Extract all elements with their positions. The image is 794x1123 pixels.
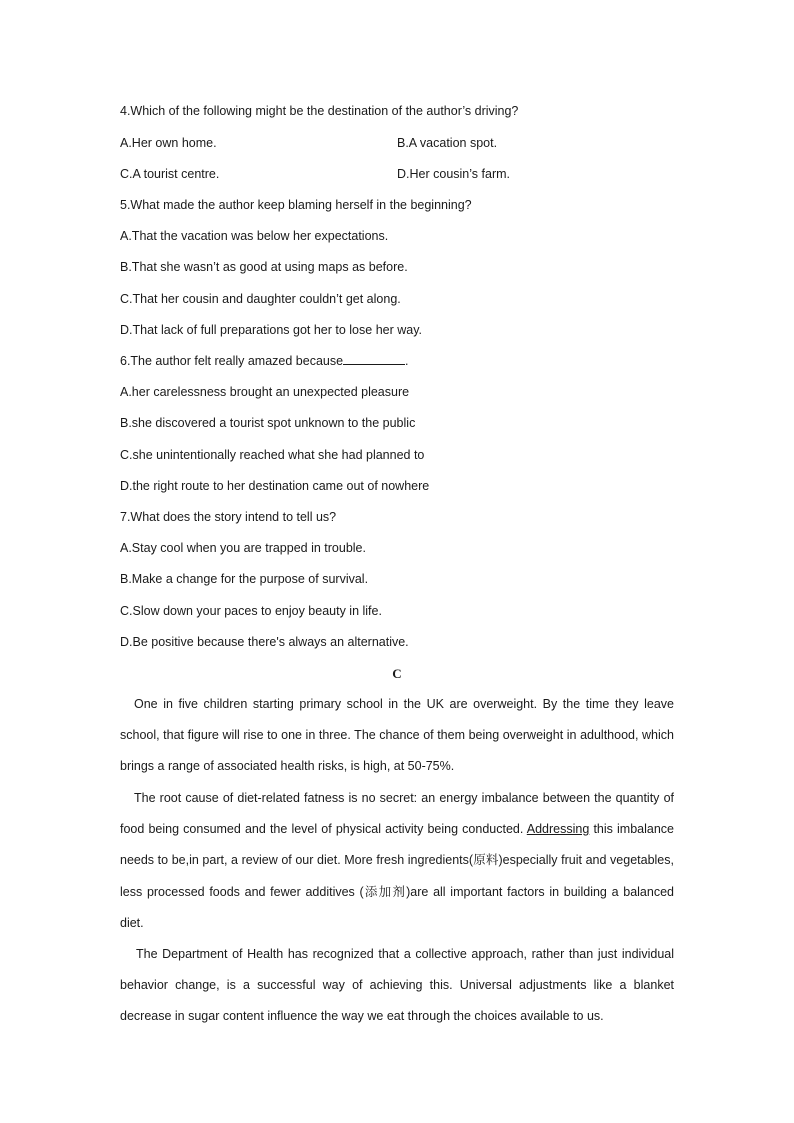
question-6-stem bbox=[120, 354, 409, 368]
question-4-option-c: C.A tourist centre. bbox=[120, 167, 220, 181]
question-7-option-c: C.Slow down your paces to enjoy beauty in life. bbox=[120, 604, 382, 618]
section-heading: C bbox=[392, 666, 402, 681]
underlined-word: Addressing bbox=[526, 822, 590, 837]
question-6-option-d: D.the right route to her destination came out of nowhere bbox=[120, 479, 430, 493]
question-5-stem: 5.What made the author keep blaming herself in the beginning? bbox=[120, 198, 472, 212]
question-5-option-b: B.That she wasn’t as good at using maps as before. bbox=[120, 260, 408, 274]
question-6-option-b: B.she discovered a tourist spot unknown to the public bbox=[120, 416, 416, 430]
question-7-stem: 7.What does the story intend to tell us? bbox=[120, 510, 337, 524]
question-5-option-d: D.That lack of full preparations got her to lose her way. bbox=[120, 323, 423, 337]
paragraph-3-text: The Department of Health has recognized that a collective approach, rather than just individual behavior change, is a successful way of achieving this. Universal adjustments like a blanket decrease in sugar content influence the way we eat through the choices available to us. bbox=[120, 947, 674, 1024]
question-4-option-a: A.Her own home. bbox=[120, 136, 217, 150]
question-7-option-d: D.Be positive because there's always an alternative. bbox=[120, 635, 409, 649]
question-7-option-b: B.Make a change for the purpose of survival. bbox=[120, 572, 369, 586]
question-5-option-c: C.That her cousin and daughter couldn’t get along. bbox=[120, 292, 401, 306]
question-5-option-a: A.That the vacation was below her expectations. bbox=[120, 229, 389, 243]
passage-paragraph-3 bbox=[120, 939, 674, 1033]
question-4-option-b: B.A vacation spot. bbox=[397, 136, 498, 150]
passage-paragraph-2 bbox=[120, 783, 674, 939]
answer-blank bbox=[343, 354, 405, 365]
paragraph-2-text-start: The root cause of diet-related fatness is no secret: an energy imbalance between the quantity of food being consumed and the level of physical activity being conducted. bbox=[120, 791, 674, 837]
paragraph-2-text-end: this imbalance needs to be,in part, a review of our diet. More fresh ingredients(原料)especially fruit and vegetables, less processed foods and fewer additives (添加剂)are all important factors in building a balanced diet. bbox=[120, 822, 674, 930]
question-6-option-a: A.her carelessness brought an unexpected pleasure bbox=[120, 385, 410, 399]
paragraph-1-text: One in five children starting primary school in the UK are overweight. By the time they leave school, that figure will rise to one in three. The chance of them being overweight in adulthood, which brings a range of associated health risks, is high, at 50-75%. bbox=[120, 697, 674, 774]
question-4-option-d: D.Her cousin’s farm. bbox=[397, 167, 510, 181]
question-6-option-c: C.she unintentionally reached what she had planned to bbox=[120, 448, 425, 462]
question-7-option-a: A.Stay cool when you are trapped in trouble. bbox=[120, 541, 366, 555]
question-6-stem-text: 6.The author felt really amazed because bbox=[120, 354, 344, 368]
question-4-stem: 4.Which of the following might be the destination of the author’s driving? bbox=[120, 104, 519, 118]
passage-paragraph-1 bbox=[120, 689, 674, 783]
question-6-stem-end: . bbox=[405, 354, 409, 368]
